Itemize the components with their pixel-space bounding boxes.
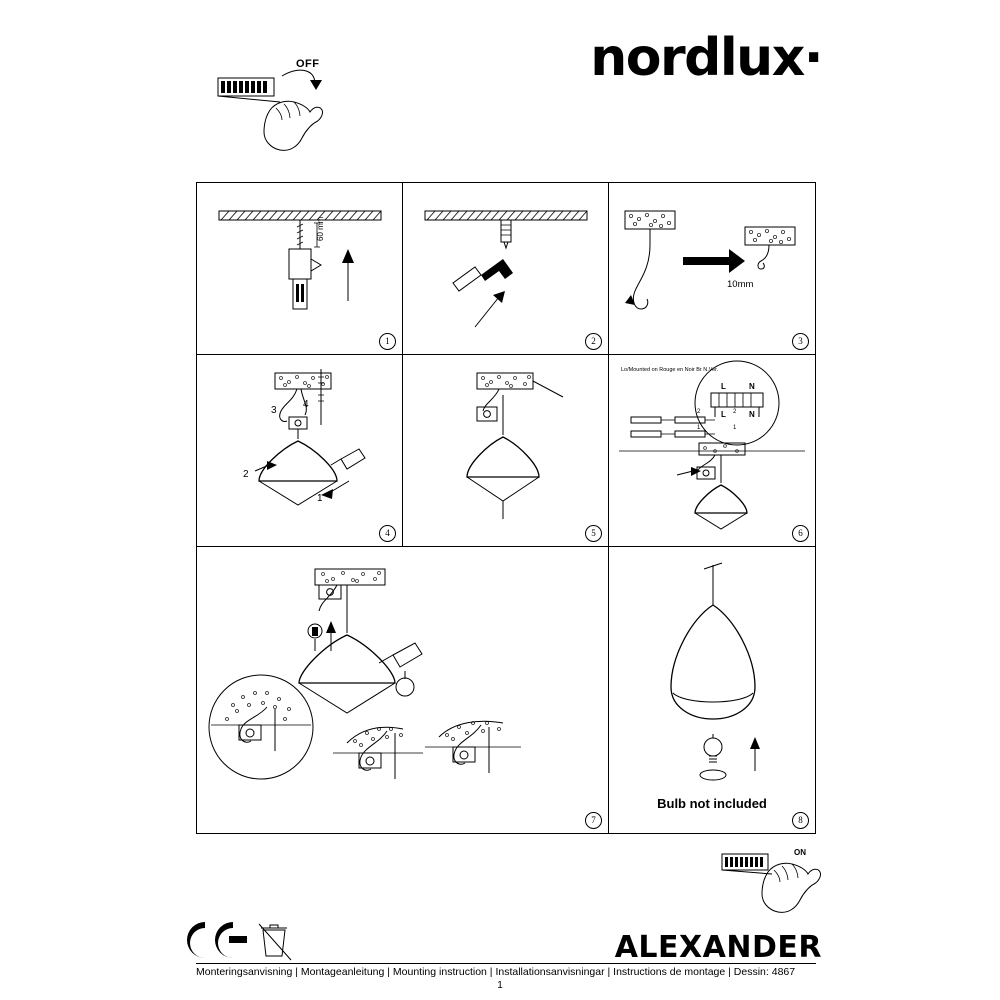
footer-dessin-label: Dessin:	[733, 966, 769, 978]
step-4-illustration	[197, 355, 403, 547]
crossed-out-wheelie-bin-icon	[259, 924, 291, 960]
step-number-2: 2	[585, 333, 602, 350]
step-number-3: 3	[792, 333, 809, 350]
step-6-caption: Lo/Mounted on Rouge en Noir Br N.Ver.	[621, 367, 719, 373]
step-2-illustration	[403, 183, 609, 355]
compliance-marks	[185, 918, 305, 962]
svg-text:2: 2	[243, 469, 249, 480]
step-panel-3	[609, 183, 815, 355]
step-8-illustration	[609, 547, 815, 833]
page-number: 1	[497, 980, 503, 991]
step-panel-4	[197, 355, 403, 547]
footer-dessin-value: 4867	[771, 966, 796, 978]
step-number-6: 6	[792, 525, 809, 542]
step-panel-8	[609, 547, 815, 833]
switch-off-illustration	[210, 50, 370, 170]
step-3-illustration	[609, 183, 815, 355]
ce-weee-icons	[185, 918, 305, 962]
switch-on-illustration	[712, 846, 862, 916]
brand-dot: ·	[803, 28, 822, 88]
svg-text:2: 2	[697, 409, 701, 415]
step-panel-6	[609, 355, 815, 547]
on-label: ON	[794, 848, 806, 857]
svg-text:L: L	[721, 410, 726, 419]
svg-text:1: 1	[317, 493, 323, 504]
step-6-illustration	[609, 355, 815, 547]
product-name: ALEXANDER	[614, 930, 822, 965]
step-number-7: 7	[585, 812, 602, 829]
bulb-note: Bulb not included	[657, 796, 767, 811]
footer-languages: Monteringsanvisning | Montageanleitung | Mounting instruction | Installationsanvisningar | Instructions de montage	[196, 966, 726, 978]
svg-text:1: 1	[733, 425, 737, 431]
switch-on-hand-icon	[712, 846, 862, 916]
step-number-4: 4	[379, 525, 396, 542]
footer-languages-row	[196, 966, 816, 978]
step-panel-2	[403, 183, 609, 355]
footer-divider	[196, 963, 816, 964]
svg-text:60 mm: 60 mm	[316, 216, 325, 241]
svg-text:3: 3	[271, 405, 277, 416]
off-label: OFF	[296, 58, 320, 70]
svg-text:1: 1	[697, 425, 701, 431]
svg-text:N: N	[749, 410, 755, 419]
brand-logo	[590, 28, 822, 88]
step-7-illustration	[197, 547, 609, 833]
step-3-caption: 10mm	[727, 279, 754, 290]
svg-text:4: 4	[303, 399, 309, 410]
ce-mark-icon	[187, 922, 247, 958]
step-1-illustration	[197, 183, 403, 355]
brand-name: nordlux	[590, 28, 804, 88]
svg-text:L: L	[721, 382, 726, 391]
step-panel-1	[197, 183, 403, 355]
step-panel-7	[197, 547, 609, 833]
step-number-8: 8	[792, 812, 809, 829]
step-number-1: 1	[379, 333, 396, 350]
step-panel-5	[403, 355, 609, 547]
svg-text:2: 2	[733, 409, 737, 415]
switch-off-hand-icon	[210, 50, 370, 170]
step-5-illustration	[403, 355, 609, 547]
svg-text:N: N	[749, 382, 755, 391]
step-number-5: 5	[585, 525, 602, 542]
footer-separator: |	[728, 966, 731, 978]
steps-grid	[196, 182, 816, 834]
